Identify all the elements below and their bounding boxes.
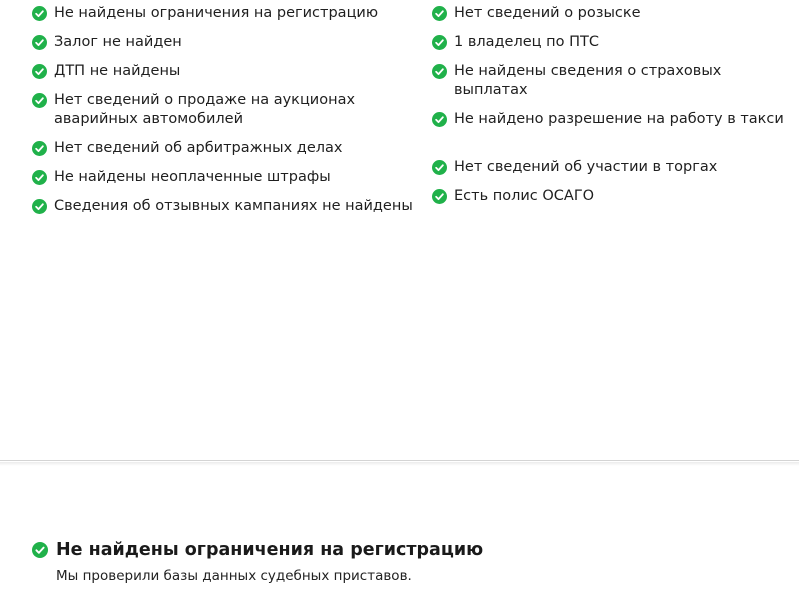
check-circle-icon — [432, 160, 447, 175]
check-item-tenders[interactable] — [432, 158, 792, 177]
detail-title-row — [32, 538, 772, 562]
check-column-left — [32, 4, 432, 226]
check-item-label: Нет сведений о розыске — [454, 5, 641, 21]
check-item-label: Не найдено разрешение на работу в такси — [454, 111, 784, 127]
check-item-accidents[interactable] — [32, 62, 432, 81]
check-item-label: Сведения об отзывных кампаниях не найдены — [54, 198, 413, 214]
check-item-insurance-payouts[interactable] — [432, 62, 792, 100]
check-item-arbitration[interactable] — [32, 139, 432, 158]
check-item-label: Не найдены ограничения на регистрацию — [54, 5, 379, 21]
check-item-pledge[interactable] — [32, 33, 432, 52]
check-item-taxi[interactable] — [432, 110, 792, 129]
check-circle-icon — [32, 199, 47, 214]
check-item-label: Нет сведений о продаже на аукционах аварийных автомобилей — [54, 92, 356, 127]
check-item-label: Есть полис ОСАГО — [454, 188, 595, 204]
check-item-fines[interactable] — [32, 168, 432, 187]
check-item-auctions[interactable] — [32, 91, 432, 129]
check-circle-icon — [32, 93, 47, 108]
check-item-label: ДТП не найдены — [54, 63, 181, 79]
section-divider — [0, 460, 799, 461]
check-circle-icon — [32, 141, 47, 156]
check-item-wanted[interactable] — [432, 4, 792, 23]
check-results — [32, 4, 792, 226]
check-circle-icon — [32, 6, 47, 21]
check-item-owners[interactable] — [432, 33, 792, 52]
check-item-registration[interactable] — [32, 4, 432, 23]
check-circle-icon — [432, 35, 447, 50]
check-item-label: Нет сведений об участии в торгах — [454, 159, 718, 175]
check-circle-icon — [32, 170, 47, 185]
check-item-label: 1 владелец по ПТС — [454, 34, 599, 50]
check-circle-icon — [32, 64, 47, 79]
check-circle-icon — [432, 189, 447, 204]
detail-section-registration — [32, 538, 772, 585]
check-circle-icon — [32, 542, 48, 558]
check-circle-icon — [432, 112, 447, 127]
detail-title: Не найдены ограничения на регистрацию — [56, 540, 484, 560]
check-item-label: Залог не найден — [54, 34, 182, 50]
check-item-label: Нет сведений об арбитражных делах — [54, 140, 343, 156]
check-circle-icon — [432, 64, 447, 79]
check-column-right — [432, 4, 792, 226]
check-circle-icon — [432, 6, 447, 21]
check-item-osago[interactable] — [432, 187, 792, 206]
check-item-label: Не найдены сведения о страховых выплатах — [454, 63, 722, 98]
check-item-label: Не найдены неоплаченные штрафы — [54, 169, 331, 185]
check-item-recalls[interactable] — [32, 197, 432, 216]
detail-description: Мы проверили базы данных судебных приставов. — [56, 568, 412, 584]
check-circle-icon — [32, 35, 47, 50]
